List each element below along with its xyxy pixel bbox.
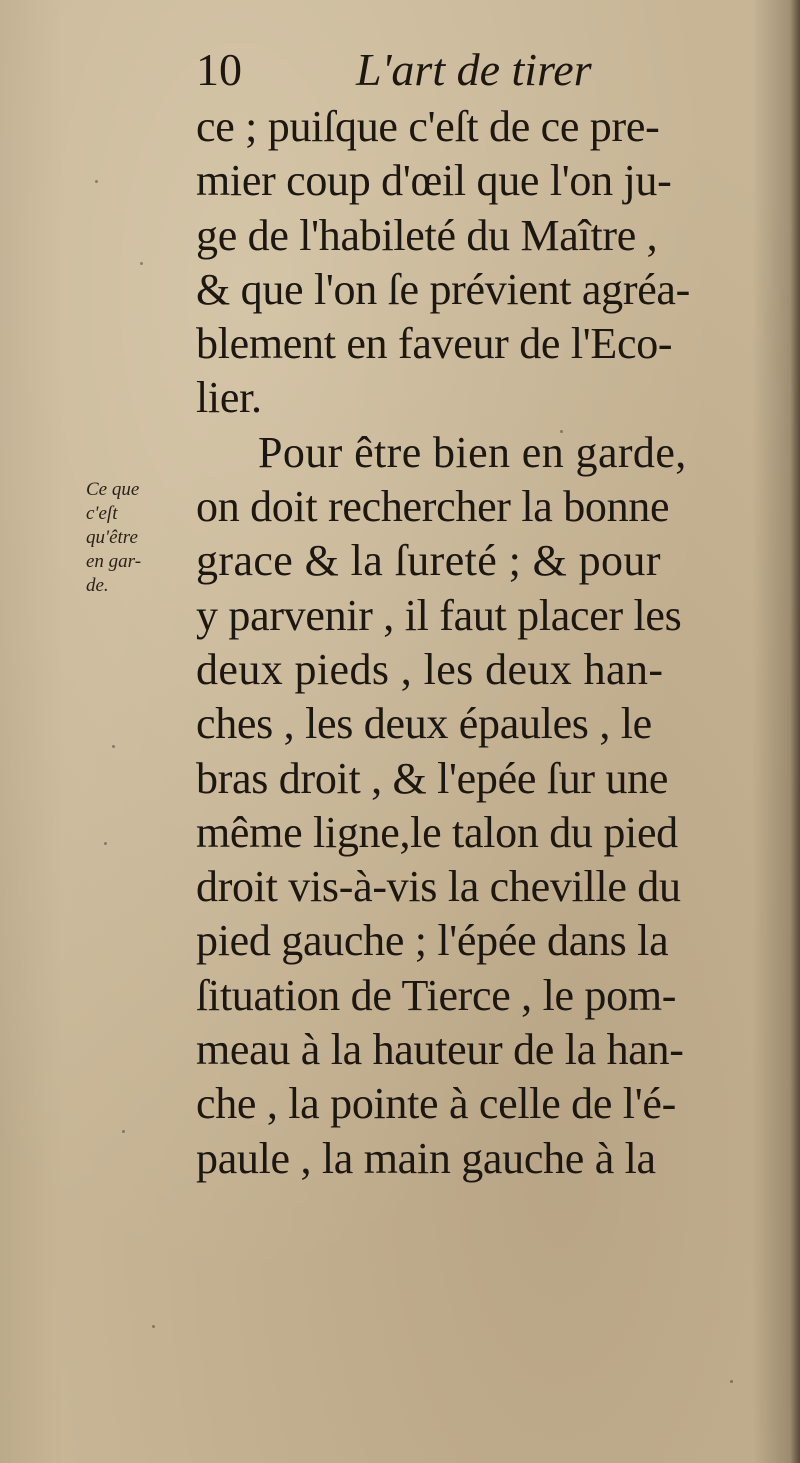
marginal-note-line: de.: [86, 575, 109, 596]
text-line: pied gauche ; l'épée dans la: [196, 916, 669, 966]
text-line: bras droit , & l'epée ſur une: [196, 753, 669, 803]
text-line: ce ; puiſque c'eſt de ce pre-: [196, 102, 660, 151]
marginal-note: [86, 478, 186, 598]
text-line: ge de l'habileté du Maître ,: [196, 210, 658, 260]
text-line: même ligne,le talon du pied: [196, 807, 678, 857]
marginal-note-line: qu'être: [86, 527, 138, 548]
body-text: [196, 100, 776, 1186]
running-head: [196, 40, 636, 100]
page-edge-shadow: [790, 0, 800, 1463]
text-line: grace & la ſureté ; & pour: [196, 536, 661, 586]
text-line: deux pieds , les deux han-: [196, 644, 664, 694]
text-line: meau à la hauteur de la han-: [196, 1025, 684, 1075]
text-line: che , la pointe à celle de l'é-: [196, 1079, 676, 1129]
text-line: on doit rechercher la bonne: [196, 482, 670, 532]
running-title: L'art de tirer: [356, 44, 592, 95]
text-line: mier coup d'œil que l'on ju-: [196, 156, 672, 206]
text-line: lier.: [196, 373, 262, 423]
text-line: ſituation de Tierce , le pom-: [196, 970, 677, 1020]
text-line: y parvenir , il faut placer les: [196, 590, 682, 640]
text-line: ches , les deux épaules , le: [196, 699, 652, 749]
marginal-note-line: c'eſt: [86, 503, 118, 524]
text-line: blement en faveur de l'Eco-: [196, 319, 673, 369]
text-line: & que l'on ſe prévient agréa-: [196, 264, 691, 314]
paragraph-start-line: Pour être bien en garde,: [258, 427, 687, 477]
text-line: droit vis-à-vis la cheville du: [196, 862, 681, 912]
marginal-note-line: Ce que: [86, 479, 140, 500]
page-number: 10: [196, 44, 242, 95]
marginal-note-line: en gar-: [86, 551, 142, 572]
text-line: paule , la main gauche à la: [196, 1133, 656, 1183]
